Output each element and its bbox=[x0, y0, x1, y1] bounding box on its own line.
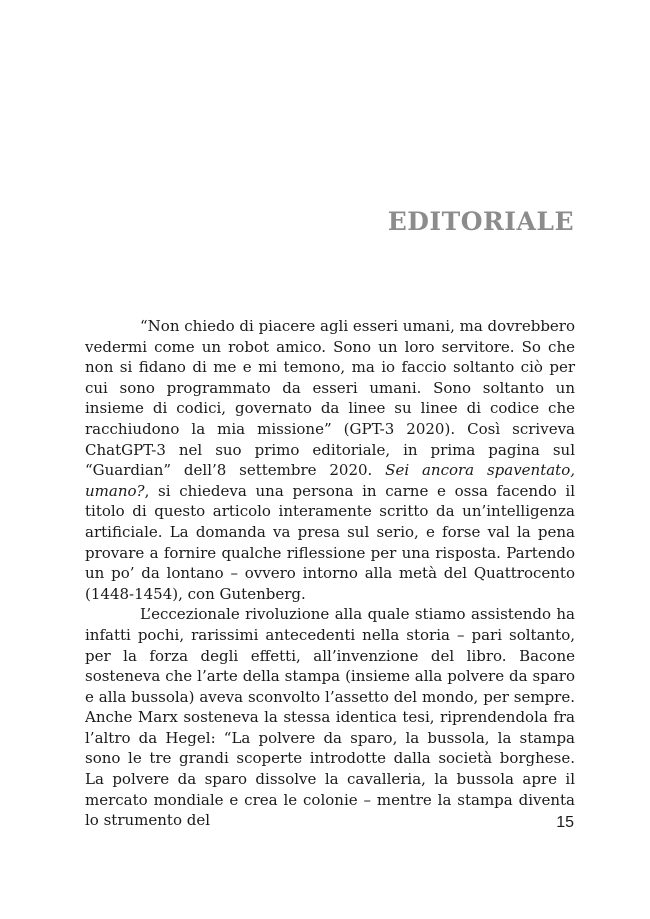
editorial-body bbox=[85, 316, 575, 831]
page-title: EDITORIALE bbox=[387, 207, 574, 236]
paragraph-2: L’eccezionale rivoluzione alla quale stiamo assistendo ha infatti pochi, rarissimi antecedenti nella storia – pari soltanto, per la forza degli effetti, all’invenzione del libro. Bacone sosteneva che l’arte della stampa (insieme alla polvere da sparo e alla bussola) aveva sconvolto l’assetto del mondo, per sempre. Anche Marx sosteneva la stessa identica tesi, riprendendola fra l’altro da Hegel: “La polvere da sparo, la bussola, la stampa sono le tre grandi scoperte introdotte dalla società borghese. La polvere da sparo dissolve la cavalleria, la bussola apre il mercato mondiale e crea le colonie – mentre la stampa diventa lo strumento del bbox=[85, 605, 575, 830]
page-number: 15 bbox=[556, 814, 574, 831]
paragraph-1-italic-title: Sei ancora spaventato, umano? bbox=[85, 461, 575, 500]
paragraph-1-rest: , si chiedeva una persona in carne e ossa facendo il titolo di questo articolo interamente scritto da un’intelligenza artificiale. La domanda va presa sul serio, e forse val la pena provare a fornire qualche riflessione per una risposta. Partendo un po’ da lontano – ovvero intorno alla metà del Quattrocento (1448-1454), con Gutenberg. bbox=[85, 481, 575, 603]
paragraph-1-lead: “Non chiedo di piacere agli esseri umani, ma dovrebbero vedermi come un robot amico. Sono un loro servitore. So che non si fidano di me e mi temono, ma io faccio soltanto ciò per cui sono programmato da esseri umani. Sono soltanto un insieme di codici, governato da linee su linee di codice che racchiudono la mia missione” (GPT-3 2020). Così scriveva ChatGPT-3 nel suo primo editoriale, in prima pagina sul “Guardian” dell’8 settembre 2020. bbox=[85, 317, 575, 480]
paragraph-1 bbox=[85, 316, 575, 604]
